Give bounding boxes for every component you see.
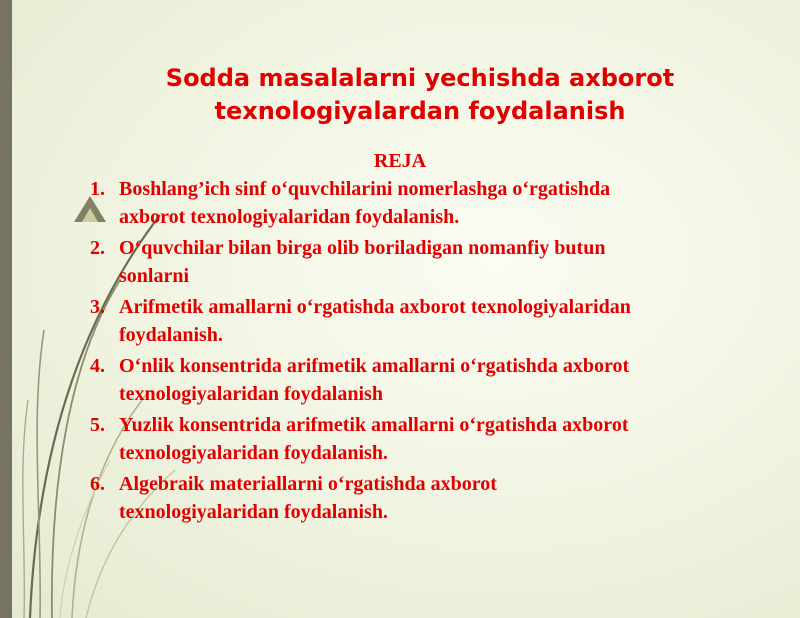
list-item-text: Arifmetik amallarni o‘rgatishda axborot texnologiyalaridan foydalanish. <box>119 296 631 346</box>
list-item <box>90 175 700 231</box>
list-item-number: 4. <box>90 355 105 377</box>
list-item-text: Algebraik materiallarni o‘rgatishda axborot texnologiyalaridan foydalanish. <box>119 473 497 523</box>
list-item-number: 5. <box>90 414 105 436</box>
list-item <box>90 470 700 526</box>
list-item <box>90 411 700 467</box>
plan-heading: REJA <box>373 150 427 172</box>
list-item-number: 3. <box>90 296 105 318</box>
list-item-number: 2. <box>90 237 105 259</box>
list-item-text: Yuzlik konsentrida arifmetik amallarni o‘rgatishda axborot texnologiyalaridan foydalanish. <box>119 414 629 464</box>
list-item <box>90 352 700 408</box>
list-item-text: O‘quvchilar bilan birga olib boriladigan nomanfiy butun sonlarni <box>119 237 606 287</box>
plan-list <box>90 175 700 529</box>
list-item-number: 6. <box>90 473 105 495</box>
list-item <box>90 293 700 349</box>
slide-title: Sodda masalalarni yechishda axborot texnologiyalardan foydalanish <box>165 64 675 125</box>
list-item <box>90 234 700 290</box>
list-item-text: Boshlang’ich sinf o‘quvchilarini nomerlashga o‘rgatishda axborot texnologiyalaridan foydalanish. <box>119 178 611 228</box>
list-item-text: O‘nlik konsentrida arifmetik amallarni o‘rgatishda axborot texnologiyalaridan foydalanish <box>119 355 630 405</box>
list-item-number: 1. <box>90 178 105 200</box>
